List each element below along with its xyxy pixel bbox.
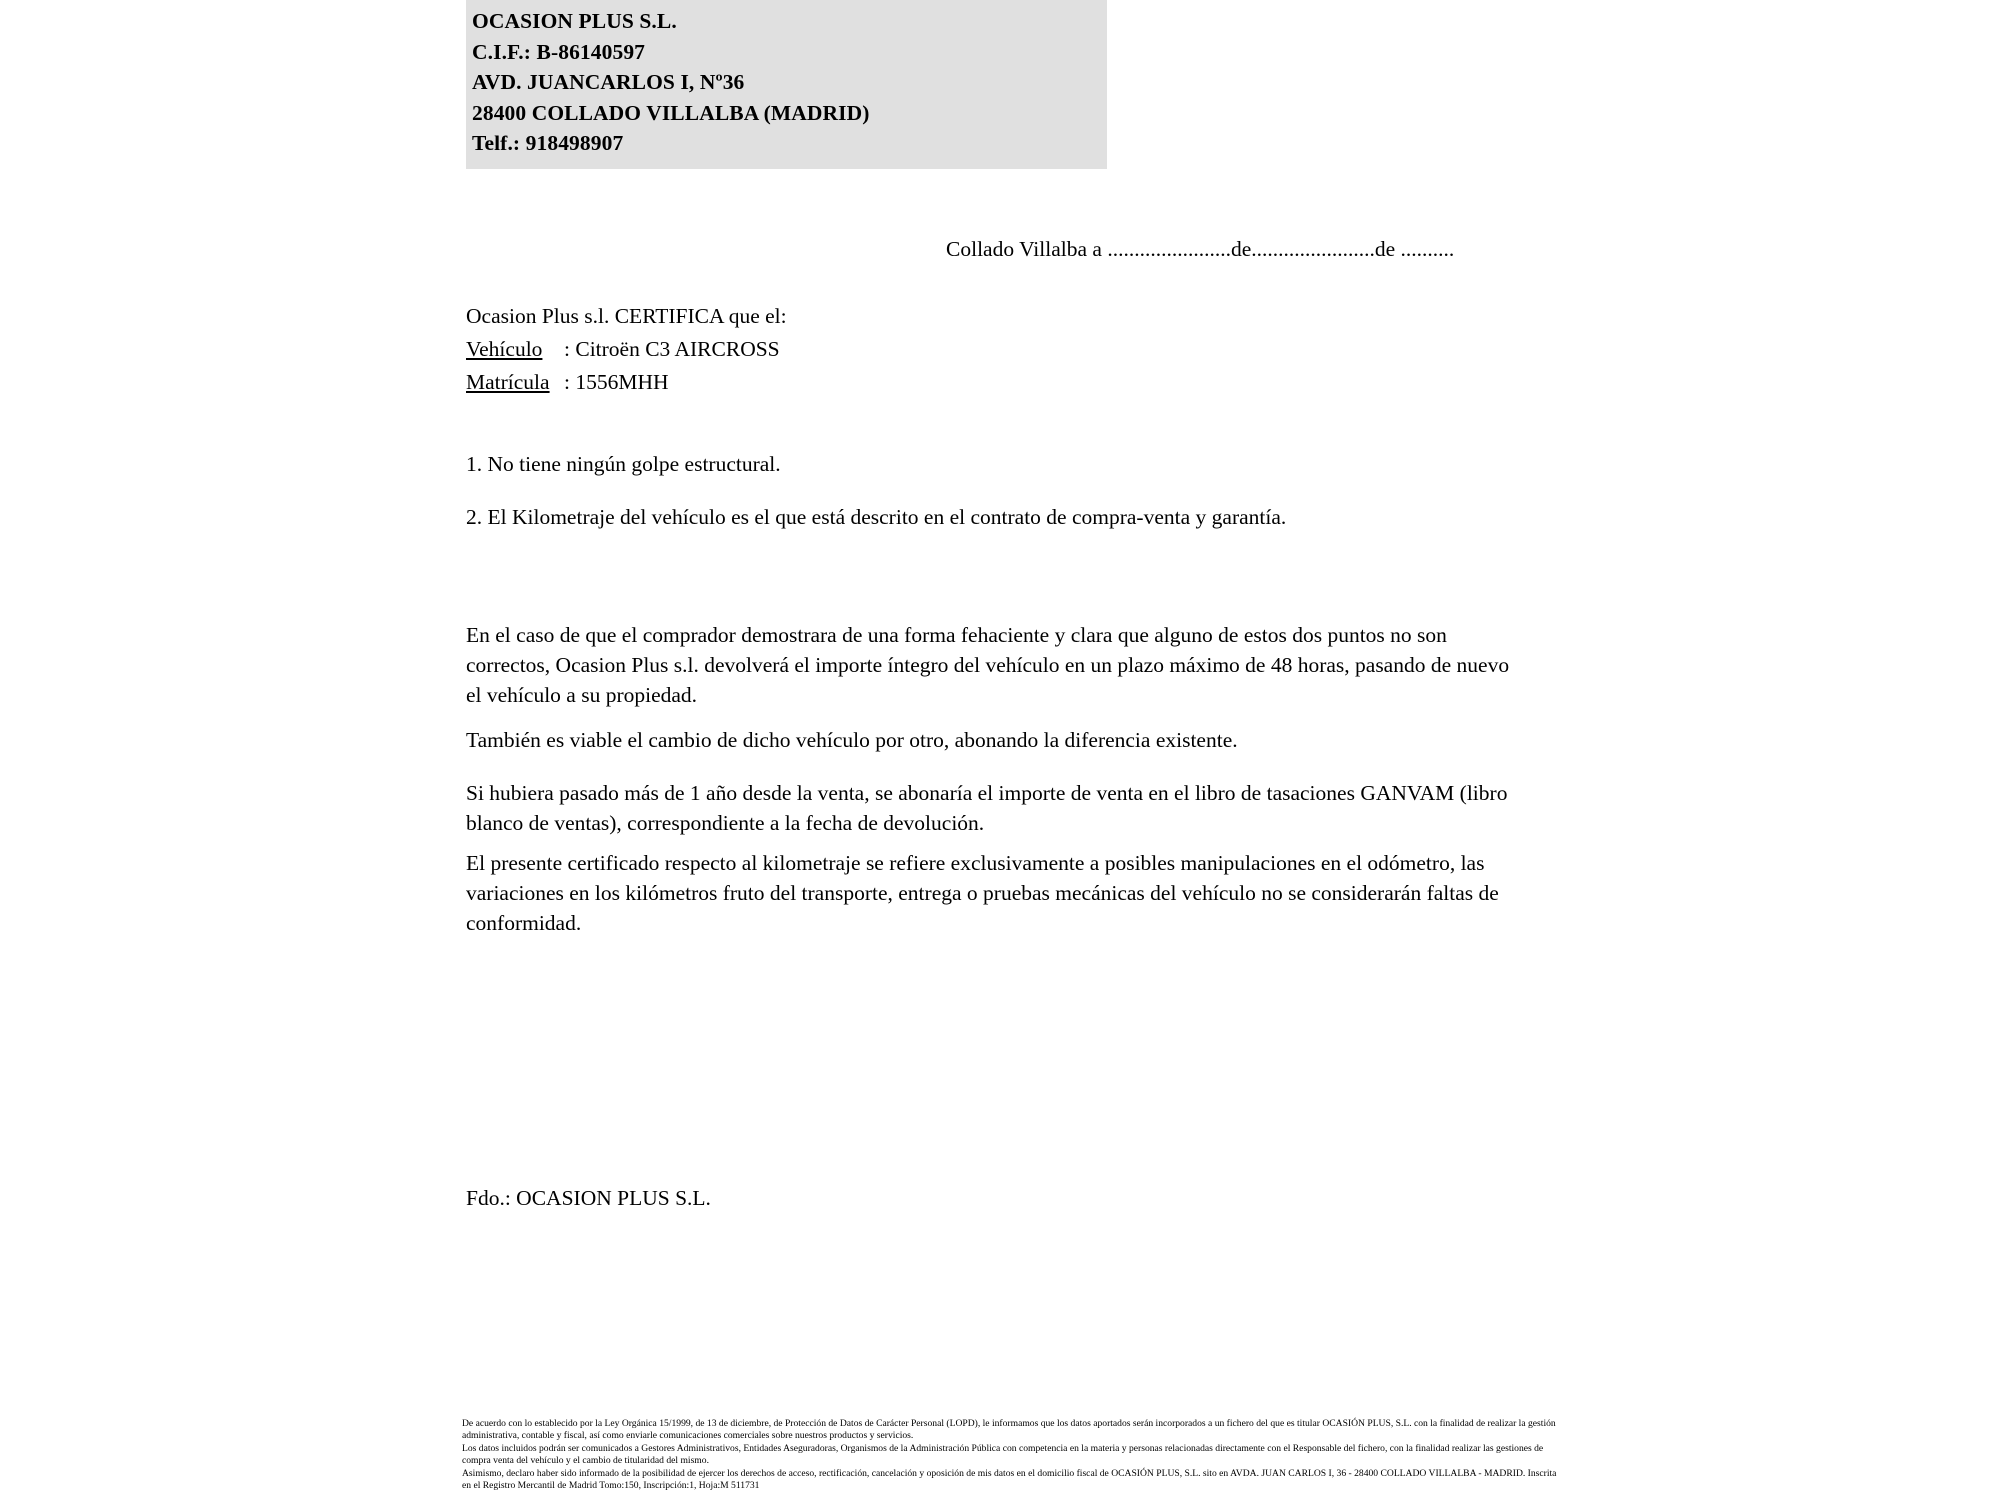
signature-line: Fdo.: OCASION PLUS S.L. bbox=[466, 1186, 711, 1210]
vehicle-label-wrap bbox=[466, 333, 564, 366]
certified-point-2: 2. El Kilometraje del vehículo es el que está descrito en el contrato de compra-venta y garantía. bbox=[466, 505, 1287, 529]
vehicle-label: Vehículo bbox=[466, 337, 543, 361]
certification-block bbox=[466, 300, 787, 399]
company-letterhead bbox=[466, 0, 1107, 169]
company-tax-id: C.I.F.: B-86140597 bbox=[472, 39, 646, 64]
ganvam-paragraph: Si hubiera pasado más de 1 año desde la venta, se abonaría el importe de venta en el libro de tasaciones GANVAM (libro blanco de ventas), correspondiente a la fecha de devolución. bbox=[466, 781, 1508, 835]
company-city: 28400 COLLADO VILLALBA (MADRID) bbox=[472, 100, 870, 125]
plate-row bbox=[466, 366, 787, 399]
plate-value: : 1556MHH bbox=[564, 370, 669, 394]
lopd-paragraph-3: Asimismo, declaro haber sido informado de la posibilidad de ejercer los derechos de acceso, rectificación, cancelación y oposición de mis datos en el domicilio fiscal de OCASIÓN PLUS, S.L. sito en AVDA. JUAN CARLOS I, 36 - 28400 COLLADO VILLALBA - MADRID. Inscrita en el Registro Mercantil de Madrid Tomo:150, Inscripción:1, Hoja:M 511731 bbox=[462, 1468, 1557, 1491]
plate-label-wrap bbox=[466, 366, 564, 399]
company-name: OCASION PLUS S.L. bbox=[472, 9, 677, 33]
refund-paragraph: En el caso de que el comprador demostrara de una forma fehaciente y clara que alguno de estos dos puntos no son correctos, Ocasion Plus s.l. devolverá el importe íntegro del vehículo en un plazo máximo de 48 horas, pasando de nuevo el vehículo a su propiedad. bbox=[466, 623, 1510, 707]
place-and-date-line: Collado Villalba a .......................de.......................de .......... bbox=[946, 237, 1455, 261]
lopd-footer bbox=[462, 1418, 1562, 1492]
lopd-paragraph-1: De acuerdo con lo establecido por la Ley Orgánica 15/1999, de 13 de diciembre, de Protección de Datos de Carácter Personal (LOPD), le informamos que los datos aportados serán incorporados a un fichero del que es titular OCASIÓN PLUS, S.L. con la finalidad de realizar la gestión administrativa, contable y fiscal, así como enviarle comunicaciones comerciales sobre nuestros productos y servicios. bbox=[462, 1418, 1556, 1441]
exchange-paragraph: También es viable el cambio de dicho vehículo por otro, abonando la diferencia existente. bbox=[466, 728, 1238, 752]
plate-label: Matrícula bbox=[466, 370, 550, 394]
certified-point-1: 1. No tiene ningún golpe estructural. bbox=[466, 452, 781, 476]
lopd-paragraph-2: Los datos incluidos podrán ser comunicados a Gestores Administrativos, Entidades Aseguradoras, Organismos de la Administración Pública con competencia en la materia y personas relacionadas directamente con el Responsable del fichero, con la finalidad realizar las gestiones de compra venta del vehículo y el cambio de titularidad del mismo. bbox=[462, 1443, 1544, 1466]
vehicle-row bbox=[466, 333, 787, 366]
company-phone: Telf.: 918498907 bbox=[472, 131, 624, 155]
vehicle-value: : Citroën C3 AIRCROSS bbox=[564, 337, 780, 361]
certification-intro: Ocasion Plus s.l. CERTIFICA que el: bbox=[466, 304, 787, 328]
odometer-scope-paragraph: El presente certificado respecto al kilometraje se refiere exclusivamente a posibles manipulaciones en el odómetro, las variaciones en los kilómetros fruto del transporte, entrega o pruebas mecánicas del vehículo no se considerarán faltas de conformidad. bbox=[466, 851, 1499, 935]
company-street: AVD. JUANCARLOS I, Nº36 bbox=[472, 70, 745, 94]
